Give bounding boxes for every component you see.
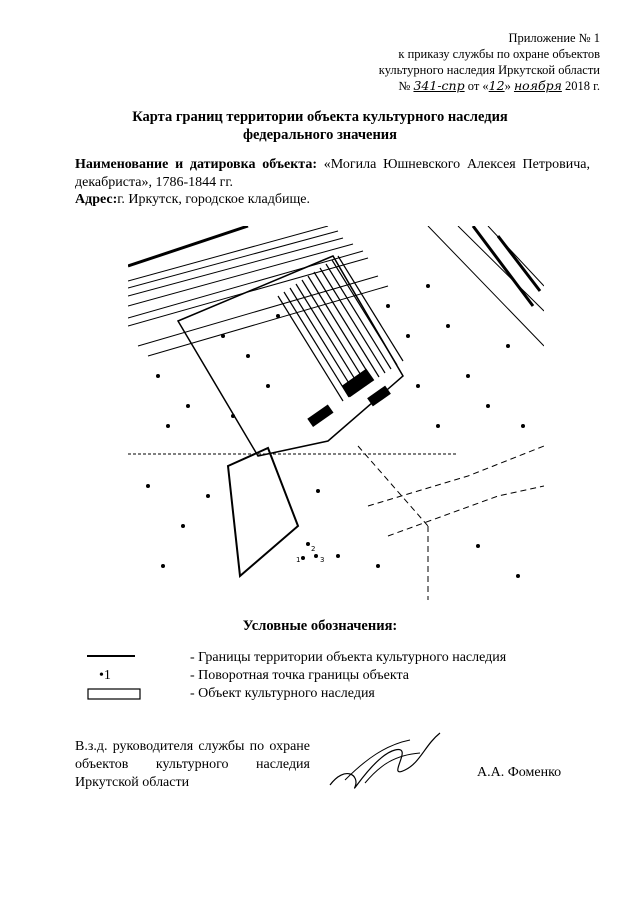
order-number: 341-спр xyxy=(413,78,465,93)
order-year: 2018 г. xyxy=(565,79,600,93)
object-address xyxy=(75,192,310,208)
legend-row-object xyxy=(75,686,595,704)
order-month: ноября xyxy=(513,78,562,93)
legend-row-point xyxy=(75,668,595,686)
boundary-line-symbol xyxy=(81,650,201,668)
legend-text-object: - Объект культурного наследия xyxy=(190,686,375,701)
order-quote-close: » xyxy=(504,79,511,93)
legend-title: Условные обозначения: xyxy=(242,618,398,634)
object-value: «Могила Юшневского Алексея Петровича, декабриста», 1786-1844 гг. xyxy=(75,157,590,190)
appendix-title: Приложение № 1 xyxy=(508,31,600,45)
map-point-label: 2 xyxy=(311,545,316,553)
appendix-authority: культурного наследия Иркутской области xyxy=(378,63,600,77)
map-point-label: 1 xyxy=(296,556,301,564)
title-line-2: федерального значения xyxy=(242,127,397,143)
address-value: г. Иркутск, городское кладбище. xyxy=(117,192,310,207)
legend-text-point: - Поворотная точка границы объекта xyxy=(190,668,409,683)
object-label: Наименование и датировка объекта: xyxy=(75,157,318,172)
title-line-1: Карта границ территории объекта культурного наследия xyxy=(132,109,508,125)
legend-row-boundary xyxy=(75,650,595,668)
signatory-name: А.А. Фоменко xyxy=(477,765,562,780)
boundary-map xyxy=(128,226,544,600)
address-label: Адрес: xyxy=(75,192,118,207)
order-number-line xyxy=(300,78,600,94)
appendix-order-ref: к приказу службы по охране объектов xyxy=(398,47,600,61)
turning-point-symbol: •1 xyxy=(99,668,111,683)
object-name xyxy=(75,156,590,192)
signatory-position: В.з.д. руководителя службы по охране объектов культурного наследия Иркутской области xyxy=(75,739,310,790)
legend-text-boundary: - Границы территории объекта культурного наследия xyxy=(190,650,507,665)
map-point-label: 3 xyxy=(320,556,325,564)
order-from: от « xyxy=(467,79,489,93)
handwritten-signature xyxy=(325,725,445,795)
document-title xyxy=(0,108,640,144)
order-day: 12 xyxy=(488,78,505,93)
heritage-object-symbol xyxy=(81,686,201,704)
order-prefix: № xyxy=(398,79,411,93)
appendix-block xyxy=(300,30,600,94)
